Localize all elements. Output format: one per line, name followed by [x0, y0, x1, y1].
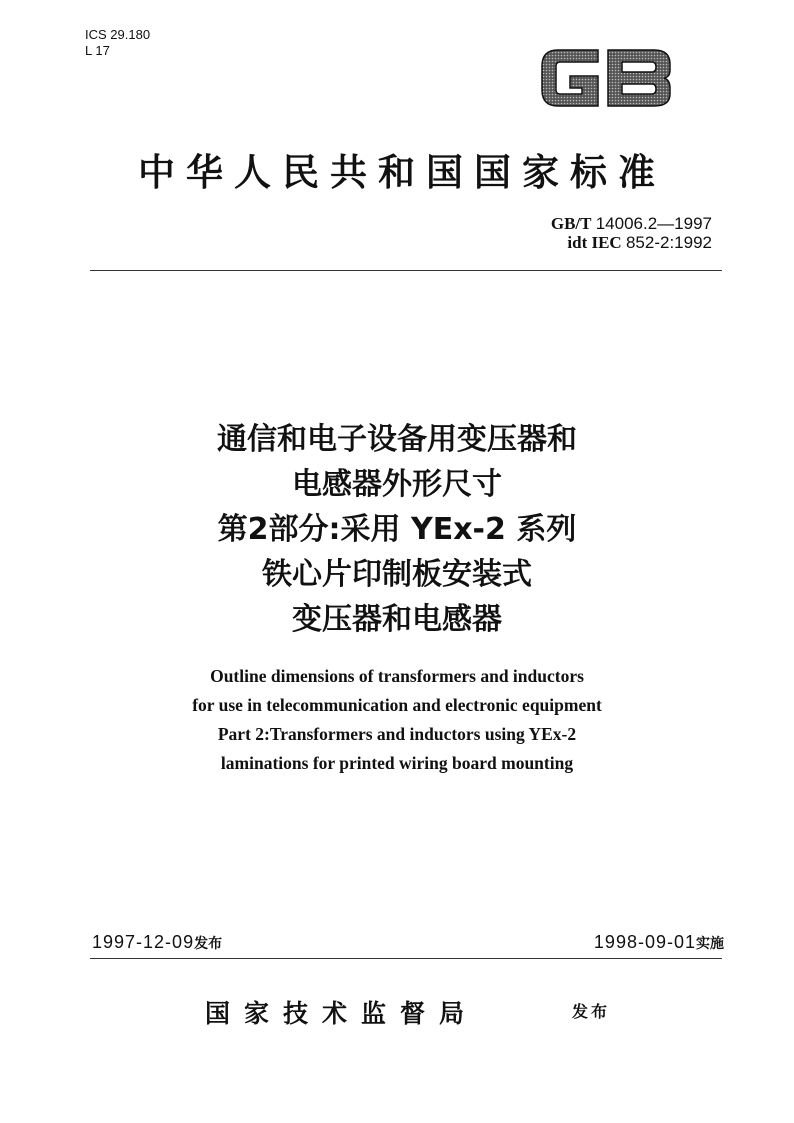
ics-code: ICS 29.180	[85, 27, 151, 42]
issue-date	[92, 932, 222, 953]
ccs-code: L 17	[85, 43, 110, 58]
issue-label: 发布	[194, 936, 223, 952]
english-title-line: for use in telecommunication and electronic equipment	[192, 695, 602, 715]
bottom-divider	[90, 958, 722, 959]
effective-label: 实施	[696, 936, 724, 952]
english-title-line: Outline dimensions of transformers and inductors	[210, 666, 584, 686]
gb-logo	[536, 42, 676, 114]
code-number: 14006.2—1997	[595, 214, 712, 233]
english-title	[0, 662, 794, 778]
chinese-title-line: 电感器外形尺寸	[292, 467, 502, 502]
english-title-line: laminations for printed wiring board mounting	[220, 753, 574, 773]
effective-date	[594, 932, 724, 953]
code-prefix: GB/T	[550, 214, 592, 233]
standard-title: 中华人民共和国国家标准	[138, 150, 666, 194]
chinese-title	[0, 417, 794, 642]
issuer-name: 国家技术监督局	[205, 999, 479, 1028]
idt-prefix: idt IEC	[567, 233, 622, 252]
classification-codes	[85, 27, 150, 59]
issuer-action: 发布	[572, 1002, 611, 1021]
issue-date-value: 1997-12-09	[92, 932, 195, 952]
chinese-title-line: 第2部分:采用 YEx-2 系列	[217, 512, 577, 547]
english-title-line: Part 2:Transformers and inductors using YEx-2	[217, 724, 577, 744]
effective-date-value: 1998-09-01	[593, 932, 696, 952]
chinese-title-line: 通信和电子设备用变压器和	[217, 422, 577, 457]
chinese-title-line: 变压器和电感器	[292, 602, 502, 637]
chinese-title-line: 铁心片印制板安装式	[262, 557, 532, 592]
top-divider	[90, 270, 722, 271]
logo-text: GB	[536, 42, 538, 43]
idt-number: 852-2:1992	[625, 233, 712, 252]
standard-code	[551, 214, 712, 252]
